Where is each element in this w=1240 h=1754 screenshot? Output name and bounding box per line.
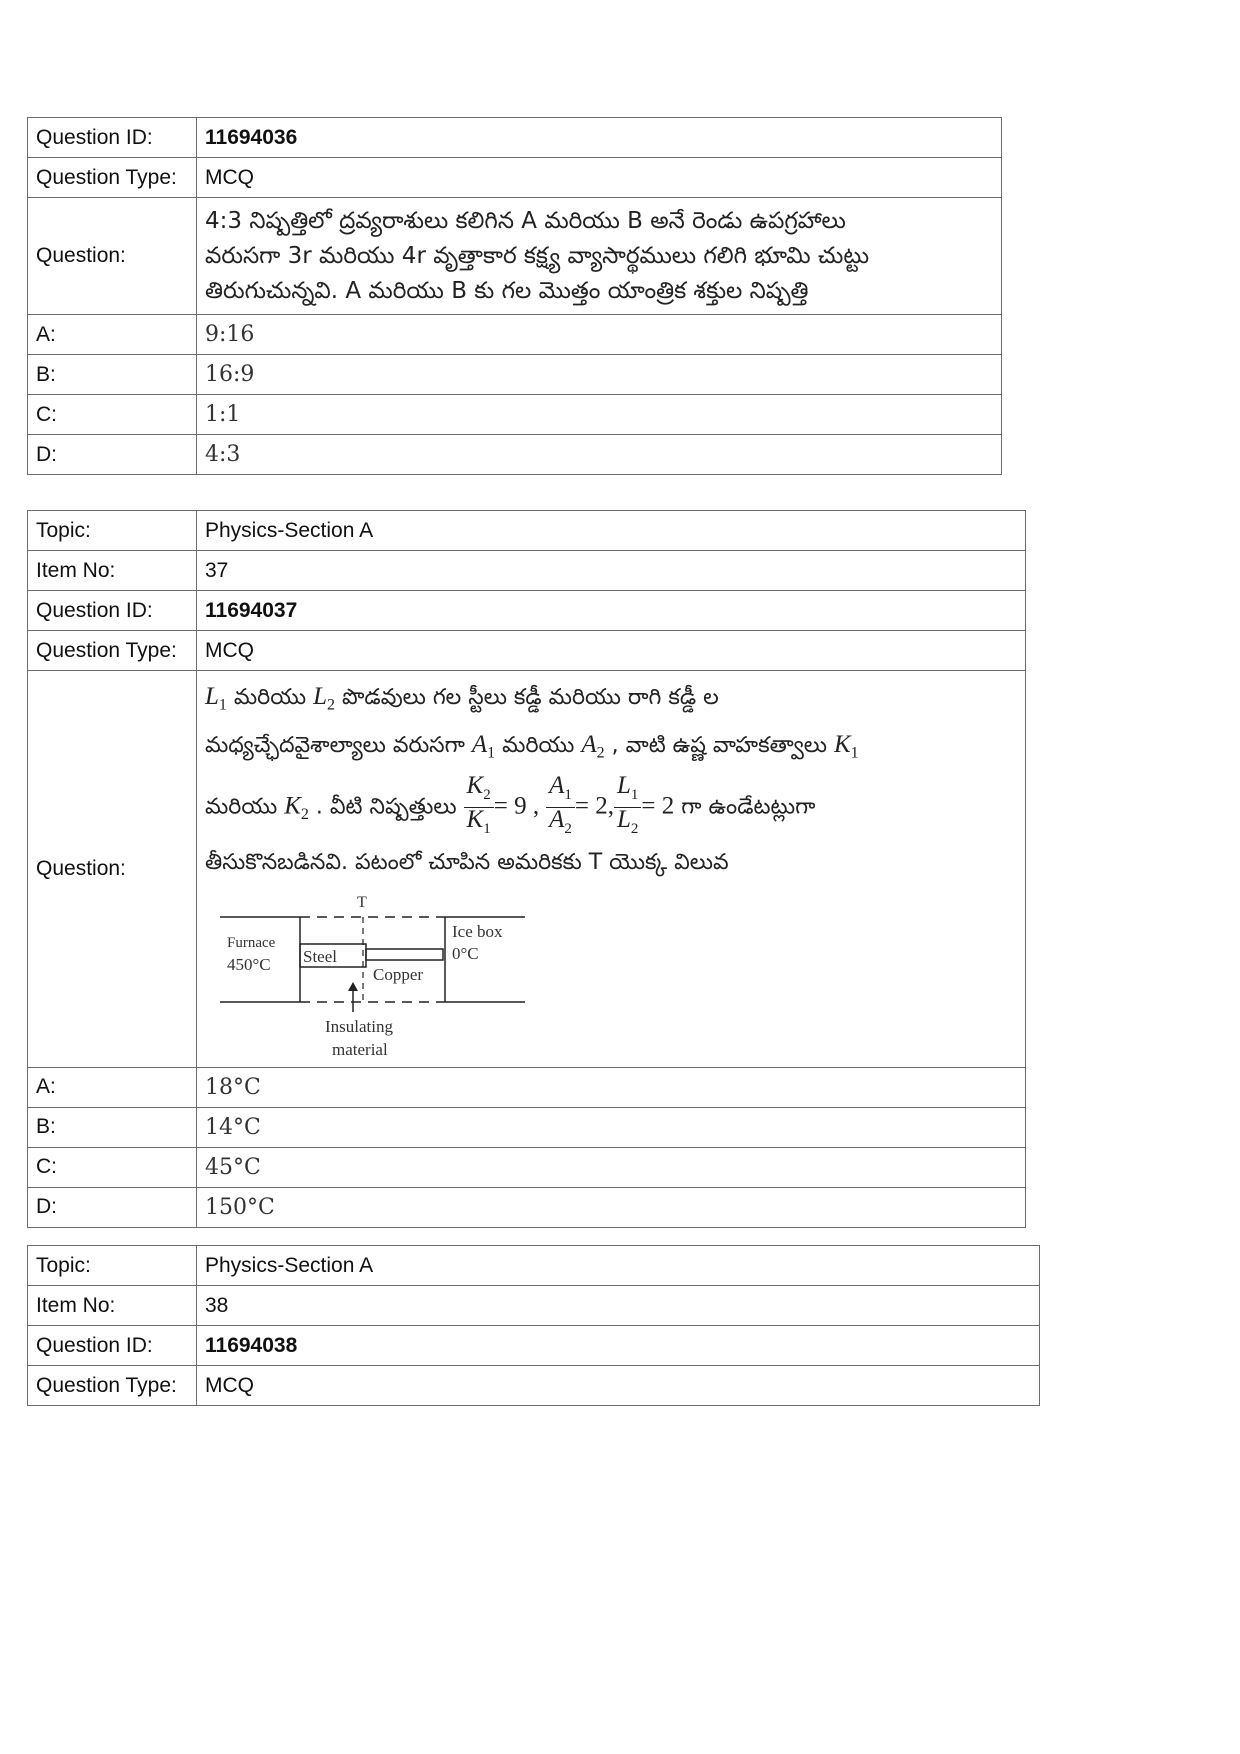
option-a-value: 9:16 bbox=[197, 315, 1002, 355]
option-d-label: D: bbox=[28, 435, 197, 475]
option-d-value: 4:3 bbox=[197, 435, 1002, 475]
item-no-label: Item No: bbox=[28, 1286, 197, 1326]
question-label: Question: bbox=[28, 198, 197, 315]
question-id-label: Question ID: bbox=[28, 591, 197, 631]
question-line: మధ్యచ్ఛేదవైశాల్యాలు వరుసగా $A_1$ మరియు $A_2$ , వాటి ఉష్ణ వాహకత్వాలు $K_1$ bbox=[205, 731, 859, 762]
icebox-label: Ice box bbox=[452, 921, 503, 941]
item-no-value: 38 bbox=[197, 1286, 1040, 1326]
topic-label: Topic: bbox=[28, 1246, 197, 1286]
question-id-label: Question ID: bbox=[28, 118, 197, 158]
question-id-value: 11694038 bbox=[197, 1326, 1040, 1366]
insulating-label: Insulating bbox=[325, 1016, 393, 1036]
question-line: మరియు $K_2$ . వీటి నిష్పత్తులు $\frac{K_2}{K_1}$ = 9 , $\frac{A_1}{A_2}$ = 2, $\frac{L_1}{L_2}$ = 2 గా ఉండేటట్లుగా bbox=[205, 774, 1017, 843]
option-a-value: 18°C bbox=[197, 1067, 1026, 1107]
topic-value: Physics-Section A bbox=[197, 1246, 1040, 1286]
t-label: T bbox=[357, 893, 367, 911]
ratio-l: $\frac{L_1}{L_2}$ bbox=[614, 774, 641, 841]
question-type-value: MCQ bbox=[197, 631, 1026, 671]
steel-label: Steel bbox=[303, 946, 337, 966]
icebox-temp-label: 0°C bbox=[452, 943, 479, 963]
question-text bbox=[197, 198, 1002, 315]
item-no-value: 37 bbox=[197, 551, 1026, 591]
item-no-label: Item No: bbox=[28, 551, 197, 591]
question-type-value: MCQ bbox=[197, 1366, 1040, 1406]
option-b-label: B: bbox=[28, 355, 197, 395]
ratio-k: $\frac{K_2}{K_1}$ bbox=[464, 774, 494, 841]
question-line: 4:3 నిష్పత్తిలో ద్రవ్యరాశులు కలిగిన A మరియు B అనే రెండు ఉపగ్రహాలు bbox=[205, 207, 846, 234]
ratio-a: $\frac{A_1}{A_2}$ bbox=[546, 774, 575, 841]
option-d-label: D: bbox=[28, 1187, 197, 1227]
option-a-label: A: bbox=[28, 1067, 197, 1107]
option-b-label: B: bbox=[28, 1107, 197, 1147]
question-type-value: MCQ bbox=[197, 158, 1002, 198]
option-c-label: C: bbox=[28, 1147, 197, 1187]
question-line: తీసుకొనబడినవి. పటంలో చూపిన అమరికకు T యొక్క విలువ bbox=[205, 849, 729, 875]
question-37-table bbox=[27, 510, 1026, 1228]
question-id-value: 11694037 bbox=[197, 591, 1026, 631]
question-36-table bbox=[27, 117, 1002, 475]
option-a-label: A: bbox=[28, 315, 197, 355]
option-c-label: C: bbox=[28, 395, 197, 435]
option-b-value: 14°C bbox=[197, 1107, 1026, 1147]
question-label: Question: bbox=[28, 671, 197, 1068]
material-label: material bbox=[332, 1039, 388, 1059]
insulating-arrow-head bbox=[348, 982, 358, 991]
topic-label: Topic: bbox=[28, 511, 197, 551]
furnace-label: Furnace bbox=[227, 934, 276, 951]
question-id-value: 11694036 bbox=[197, 118, 1002, 158]
option-c-value: 1:1 bbox=[197, 395, 1002, 435]
question-type-label: Question Type: bbox=[28, 1366, 197, 1406]
question-type-label: Question Type: bbox=[28, 631, 197, 671]
furnace-icebox-diagram bbox=[205, 887, 565, 1067]
question-38-table bbox=[27, 1245, 1040, 1406]
option-b-value: 16:9 bbox=[197, 355, 1002, 395]
copper-label: Copper bbox=[373, 964, 424, 984]
question-type-label: Question Type: bbox=[28, 158, 197, 198]
topic-value: Physics-Section A bbox=[197, 511, 1026, 551]
question-line: వరుసగా 3r మరియు 4r వృత్తాకార కక్ష్య వ్యాసార్థములు గలిగి భూమి చుట్టు bbox=[205, 242, 870, 269]
question-text bbox=[197, 671, 1026, 1068]
furnace-temp-label: 450°C bbox=[227, 954, 271, 974]
copper-rod bbox=[366, 949, 443, 960]
option-d-value: 150°C bbox=[197, 1187, 1026, 1227]
question-line: తిరుగుచున్నవి. A మరియు B కు గల మొత్తం యాంత్రిక శక్తుల నిష్పత్తి bbox=[205, 277, 809, 304]
option-c-value: 45°C bbox=[197, 1147, 1026, 1187]
question-id-label: Question ID: bbox=[28, 1326, 197, 1366]
question-line: $L_1$ మరియు $L_2$ పొడవులు గల స్టీలు కడ్డీ మరియు రాగి కడ్డీ ల bbox=[205, 683, 719, 714]
